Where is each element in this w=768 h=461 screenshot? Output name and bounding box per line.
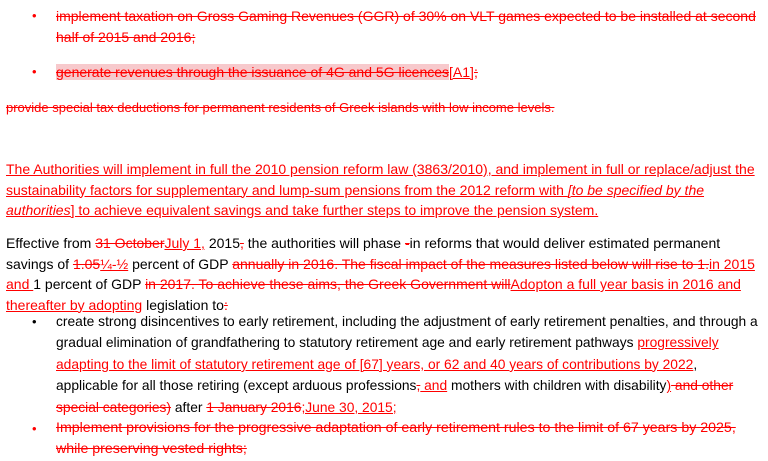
bullet-early-retirement: create strong disincentives to early retirement, including the adjustment of early retirement penalties, and through a gradual elimination of grandfathering to statutory retirement age and early retirement pathways progressively adapting to the limit of statutory retirement age of [67] years, or 62 and 40 years of contributions by 2022, applicable for all those retiring (except arduous professions, and mothers with children with disability) and other special categories) after 1 January 2016;June 30, 2015;: [56, 314, 758, 415]
comment-anchor[interactable]: [A1]: [449, 64, 474, 80]
deleted-bullet-early-retirement-rules: Implement provisions for the progressive adaptation of early retirement rules to the limit of 67 years by 2025, while preserving vested rights;: [56, 420, 736, 457]
bullet-marker: •: [32, 421, 37, 436]
deleted-bullet-licences: generate revenues through the issuance of 4G and 5G licences[A1];: [56, 64, 478, 80]
deleted-bullet-ggr-tax: implement taxation on Gross Gaming Revenues (GGR) of 30% on VLT games expected to be installed at second half of 2015 and 2016;: [56, 8, 756, 45]
inserted-paragraph-pension-reform: The Authorities will implement in full the 2010 pension reform law (3863/2010), and implement in full or replace/adjust the sustainability factors for supplementary and lump-sum pensions from the 2012 reform with [to be specified by the authorities] to achieve equivalent savings and take further steps to improve the pension system.: [6, 161, 755, 218]
bullet-marker: •: [32, 314, 37, 329]
bullet-marker: •: [32, 8, 37, 23]
bullet-marker: •: [32, 64, 37, 79]
deleted-paragraph-island-tax: provide special tax deductions for permanent residents of Greek islands with low income levels.: [6, 100, 555, 115]
paragraph-effective-date: Effective from 31 OctoberJuly 1, 2015, the authorities will phase -in reforms that would deliver estimated permanent savings of 1.05¼-½ percent of GDP annually in 2016. The fiscal impact of the measures listed below will rise to 1.in 2015 and 1 percent of GDP in 2017. To achieve these aims, the Greek Government willAdopton a full year basis in 2016 and thereafter by adopting legislation to:: [6, 235, 755, 313]
